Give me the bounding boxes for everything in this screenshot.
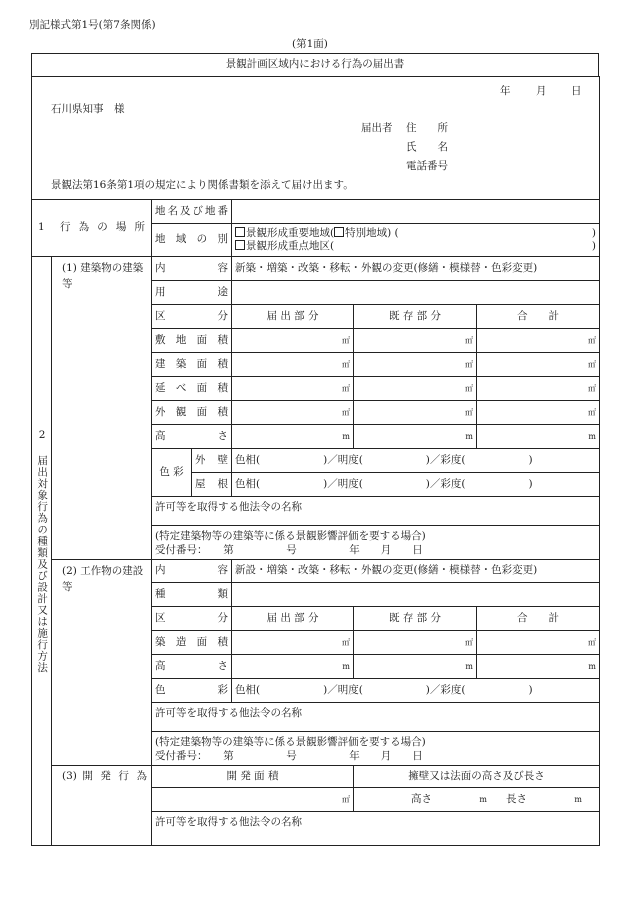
sub1-facade-area-total[interactable]: ㎡	[477, 401, 600, 425]
sub2-col-total: 合 計	[477, 607, 600, 631]
sub2-build-area-label: 築 造 面 積	[152, 631, 232, 655]
address-label: 住 所	[406, 122, 448, 134]
sub1-content-value[interactable]: 新築・増築・改築・移転・外観の変更(修繕・模様替・色彩変更)	[232, 257, 600, 281]
checkbox-important-area[interactable]	[235, 227, 245, 237]
sub1-floor-area-total[interactable]: ㎡	[477, 377, 600, 401]
close-paren-1: )	[591, 226, 596, 239]
sub1-roof-color[interactable]: 色相( )／明度( )／彩度( )	[232, 473, 600, 497]
sub1-col-existing: 既 存 部 分	[354, 305, 477, 329]
sub3-permit-label[interactable]: 許可等を取得する他法令の名称	[152, 812, 600, 846]
sub1-building-area-existing[interactable]: ㎡	[354, 353, 477, 377]
sub2-build-area-notified[interactable]: ㎡	[232, 631, 354, 655]
sub2-height-notified[interactable]: m	[232, 655, 354, 679]
sub1-site-area-total[interactable]: ㎡	[477, 329, 600, 353]
sub1-site-area-existing[interactable]: ㎡	[354, 329, 477, 353]
sub1-height-label: 高 さ	[152, 425, 232, 449]
sub1-height-total[interactable]: m	[477, 425, 600, 449]
sub1-facade-area-notified[interactable]: ㎡	[232, 401, 354, 425]
date-month: 月	[536, 85, 547, 97]
sub1-building-area-notified[interactable]: ㎡	[232, 353, 354, 377]
sub1-wall-label: 外 壁	[192, 449, 232, 473]
addressee: 石川県知事 様	[51, 103, 125, 115]
sub3-label: (3) 開 発 行 為	[52, 766, 152, 846]
area-option1-label: 景観形成重要地域(	[246, 226, 335, 239]
notifier-label: 届出者	[361, 122, 393, 134]
title-box	[31, 53, 599, 77]
name-label: 氏 名	[406, 141, 448, 153]
sub3-length-label: 長さ	[506, 792, 527, 805]
statement: 景観法第16条第1項の規定により関係書類を添えて届け出ます。	[51, 179, 354, 191]
sub1-facade-area-existing[interactable]: ㎡	[354, 401, 477, 425]
sub3-wall-field[interactable]	[354, 788, 600, 812]
sub2-eval-note: (特定建築物等の建築等に係る景観影響評価を要する場合)	[155, 736, 426, 749]
sub2-type-field[interactable]	[232, 583, 600, 607]
sub1-division-label: 区 分	[152, 305, 232, 329]
sub1-site-area-label: 敷 地 面 積	[152, 329, 232, 353]
sub2-content-value[interactable]: 新設・増築・改築・移転・外観の変更(修繕・模様替・色彩変更)	[232, 560, 600, 583]
sub2-build-area-existing[interactable]: ㎡	[354, 631, 477, 655]
sub1-height-existing[interactable]: m	[354, 425, 477, 449]
sub1-use-field[interactable]	[232, 281, 600, 305]
section2-table	[31, 256, 600, 846]
sub2-division-label: 区 分	[152, 607, 232, 631]
place-label: 地名及び地番	[152, 200, 232, 224]
sub1-site-area-notified[interactable]: ㎡	[232, 329, 354, 353]
sub2-height-label: 高 さ	[152, 655, 232, 679]
section1-table	[31, 199, 600, 257]
sub3-length-unit: m	[574, 794, 582, 804]
sub1-receipt: 受付番号： 第 号 年 月 日	[155, 543, 423, 556]
sub1-roof-label: 屋 根	[192, 473, 232, 497]
sub1-height-notified[interactable]: m	[232, 425, 354, 449]
sub2-height-total[interactable]: m	[477, 655, 600, 679]
sub3-area-field[interactable]: ㎡	[152, 788, 354, 812]
sub2-height-existing[interactable]: m	[354, 655, 477, 679]
area-option2-label: 景観形成重点地区(	[246, 240, 335, 252]
sub2-color-label: 色 彩	[152, 679, 232, 703]
form-title: 景観計画区域内における行為の届出書	[32, 54, 599, 77]
sub2-eval-box[interactable]	[152, 732, 600, 766]
sub1-building-area-total[interactable]: ㎡	[477, 353, 600, 377]
sub2-color-value[interactable]: 色相( )／明度( )／彩度( )	[232, 679, 600, 703]
sub2-receipt: 受付番号： 第 号 年 月 日	[155, 749, 423, 762]
form-label: 別記様式第1号(第7条関係)	[29, 19, 156, 31]
sub1-floor-area-label: 延 べ 面 積	[152, 377, 232, 401]
sub1-content-label: 内 容	[152, 257, 232, 281]
area-option1-inner-label: 特別地域) (	[345, 226, 399, 239]
sub2-col-notified: 届 出 部 分	[232, 607, 354, 631]
sub1-col-total: 合 計	[477, 305, 600, 329]
sub1-eval-note: (特定建築物等の建築等に係る景観影響評価を要する場合)	[155, 530, 426, 543]
sub1-use-label: 用 途	[152, 281, 232, 305]
phone-label: 電話番号	[406, 160, 448, 172]
sub3-height-label: 高さ	[411, 792, 432, 805]
area-type-label: 地 域 の 別	[152, 224, 232, 257]
sub1-label: (1) 建築物の建築等	[52, 257, 152, 560]
sub3-height-unit: m	[479, 794, 487, 804]
sub1-color-label: 色 彩	[152, 449, 192, 497]
close-paren-2: )	[591, 240, 596, 252]
checkbox-priority-district[interactable]	[235, 240, 245, 250]
sub2-col-existing: 既 存 部 分	[354, 607, 477, 631]
date-year: 年	[500, 85, 511, 97]
sub3-wall-label: 擁壁又は法面の高さ及び長さ	[354, 766, 600, 788]
sub2-content-label: 内 容	[152, 560, 232, 583]
area-type-field[interactable]	[232, 224, 600, 257]
sub2-permit-label[interactable]: 許可等を取得する他法令の名称	[152, 703, 600, 732]
sub1-floor-area-notified[interactable]: ㎡	[232, 377, 354, 401]
sub1-building-area-label: 建 築 面 積	[152, 353, 232, 377]
sub1-eval-box[interactable]	[152, 526, 600, 560]
sub1-permit-label[interactable]: 許可等を取得する他法令の名称	[152, 497, 600, 526]
section2-label: 2 届出対象行為の種類及び設計又は施行方法	[32, 257, 52, 846]
place-field[interactable]	[232, 200, 600, 224]
sub2-type-label: 種 類	[152, 583, 232, 607]
sub1-wall-color[interactable]: 色相( )／明度( )／彩度( )	[232, 449, 600, 473]
sub1-col-notified: 届 出 部 分	[232, 305, 354, 329]
checkbox-special-area[interactable]	[334, 227, 344, 237]
sub1-facade-area-label: 外 観 面 積	[152, 401, 232, 425]
section1-label: 1 行 為 の 場 所	[32, 200, 152, 257]
sub3-area-label: 開 発 面 積	[152, 766, 354, 788]
sub1-floor-area-existing[interactable]: ㎡	[354, 377, 477, 401]
page-label: (第1面)	[292, 38, 328, 50]
sub2-label: (2) 工作物の建設等	[52, 560, 152, 766]
sub2-build-area-total[interactable]: ㎡	[477, 631, 600, 655]
date-day: 日	[571, 85, 582, 97]
